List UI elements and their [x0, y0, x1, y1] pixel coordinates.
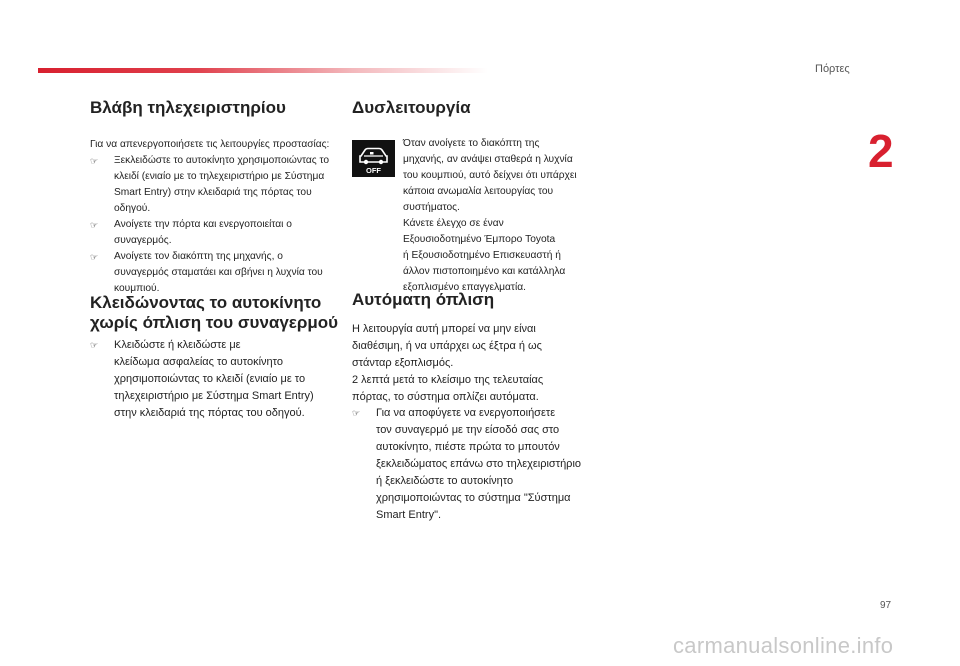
automatic-arming-bullet-line: τον συναγερμό με την είσοδό σας στο	[376, 424, 560, 436]
remote-failure-step-line: Ανοίγετε τον διακόπτη της μηχανής, ο	[114, 251, 283, 262]
automatic-arming-bullet-line: χρησιμοποιώντας το σύστημα "Σύστημα	[376, 492, 571, 504]
automatic-arming-text-line: 2 λεπτά μετά το κλείσιμο της τελευταίας	[352, 374, 544, 386]
lock-step-line: χρησιμοποιώντας το κλειδί (ενιαίο με το	[114, 373, 306, 385]
malfunction-text	[403, 136, 603, 296]
remote-failure-step	[90, 249, 340, 297]
title-automatic-arming: Αυτόματη όπλιση	[352, 290, 495, 309]
remote-failure-step-line: κουμπιού.	[114, 283, 160, 294]
automatic-arming-bullet-line: Smart Entry".	[376, 509, 442, 521]
page-number: 97	[880, 600, 892, 611]
remote-failure-step-line: οδηγού.	[114, 203, 151, 214]
automatic-arming-text-line: πόρτας, το σύστημα οπλίζει αυτόματα.	[352, 391, 539, 403]
remote-failure-step-line: συναγερμός.	[114, 235, 172, 246]
pointing-hand-icon: ☞	[90, 156, 99, 166]
lock-step-line: τηλεχειριστήριο με Σύστημα Smart Entry)	[114, 390, 314, 402]
watermark: carmanualsonline.info	[673, 633, 894, 658]
title-remote-failure: Βλάβη τηλεχειριστηρίου	[90, 98, 286, 117]
malfunction-text-line: Όταν ανοίγετε το διακόπτη της	[403, 138, 540, 149]
remote-failure-step-line: Smart Entry) στην κλειδαριά της πόρτας του	[114, 187, 312, 198]
lock-step-line: Κλειδώστε ή κλειδώστε με	[114, 339, 241, 351]
automatic-arming-bullet-line: ξεκλειδώματος επάνω στο τηλεχειριστήριο	[376, 458, 582, 470]
malfunction-text-line: μηχανής, αν ανάψει σταθερά η λυχνία	[403, 154, 573, 165]
automatic-arming-step	[352, 405, 622, 524]
automatic-arming-bullet-line: Για να αποφύγετε να ενεργοποιήσετε	[376, 407, 556, 419]
lock-step-line: κλείδωμα ασφαλείας το αυτοκίνητο	[114, 356, 283, 368]
pointing-hand-icon: ☞	[90, 252, 99, 262]
malfunction-text-line: συστήματος.	[403, 202, 460, 213]
remote-failure-step-line: κλειδί (ενιαίο με το τηλεχειριστήριο με Σύστημα	[114, 171, 325, 182]
automatic-arming-text-line: Η λειτουργία αυτή μπορεί να μην είναι	[352, 323, 536, 335]
lock-without-alarm-steps	[90, 337, 340, 422]
automatic-arming-bullet	[352, 405, 622, 524]
remote-failure-text	[90, 137, 340, 297]
malfunction-text-line: Κάνετε έλεγχο σε έναν	[403, 218, 504, 229]
malfunction-text-line: Εξουσιοδοτημένο Έμπορο Toyota	[403, 234, 556, 245]
malfunction-text-line: κάποια ανωμαλία λειτουργίας του	[403, 186, 554, 197]
malfunction-text-line: ή Εξουσιοδοτημένο Επισκευαστή ή	[403, 250, 561, 261]
remote-failure-step	[90, 153, 340, 217]
header-accent-bar	[38, 68, 488, 73]
lock-step	[90, 337, 340, 422]
pointing-hand-icon: ☞	[90, 220, 99, 230]
automatic-arming-bullet-line: αυτοκίνητο, πιέστε πρώτα το μπουτόν	[376, 441, 560, 453]
remote-failure-step-line: συναγερμός σταματάει και σβήνει η λυχνία του	[114, 267, 323, 278]
automatic-arming-text-line: στάνταρ εξοπλισμός.	[352, 357, 454, 369]
malfunction-text-line: του κουμπιού, αυτό δείχνει ότι υπάρχει	[403, 170, 577, 181]
car-alarm-off-icon	[352, 140, 395, 177]
title-lock-without-alarm	[90, 293, 338, 333]
remote-failure-step-line: Ανοίγετε την πόρτα και ενεργοποιείται ο	[114, 219, 292, 230]
malfunction-text-line: εξοπλισμένο επαγγελματία.	[403, 282, 526, 293]
remote-failure-step	[90, 217, 340, 249]
remote-failure-step-line: Ξεκλειδώστε το αυτοκίνητο χρησιμοποιώντας το	[114, 155, 330, 166]
remote-failure-steps	[90, 153, 340, 297]
title-malfunction: Δυσλειτουργία	[352, 98, 471, 117]
chapter-number: 2	[868, 125, 894, 177]
malfunction-text-line: άλλον πιστοποιημένο και κατάλληλα	[403, 266, 566, 277]
section-name: Πόρτες	[815, 63, 850, 75]
title-lock-line2: χωρίς όπλιση του συναγερμού	[90, 313, 339, 332]
automatic-arming-bullet-line: ή ξεκλειδώστε το αυτοκίνητο	[376, 475, 514, 487]
pointing-hand-icon: ☞	[90, 340, 99, 350]
automatic-arming-text	[352, 321, 612, 406]
icon-off-label: OFF	[366, 166, 381, 175]
pointing-hand-icon: ☞	[352, 408, 361, 418]
lock-step-line: στην κλειδαριά της πόρτας του οδηγού.	[114, 407, 305, 419]
title-lock-line1: Κλειδώνοντας το αυτοκίνητο	[90, 293, 322, 312]
automatic-arming-text-line: διαθέσιμη, ή να υπάρχει ως έξτρα ή ως	[352, 340, 542, 352]
remote-failure-intro: Για να απενεργοποιήσετε τις λειτουργίες προστασίας:	[90, 139, 330, 150]
